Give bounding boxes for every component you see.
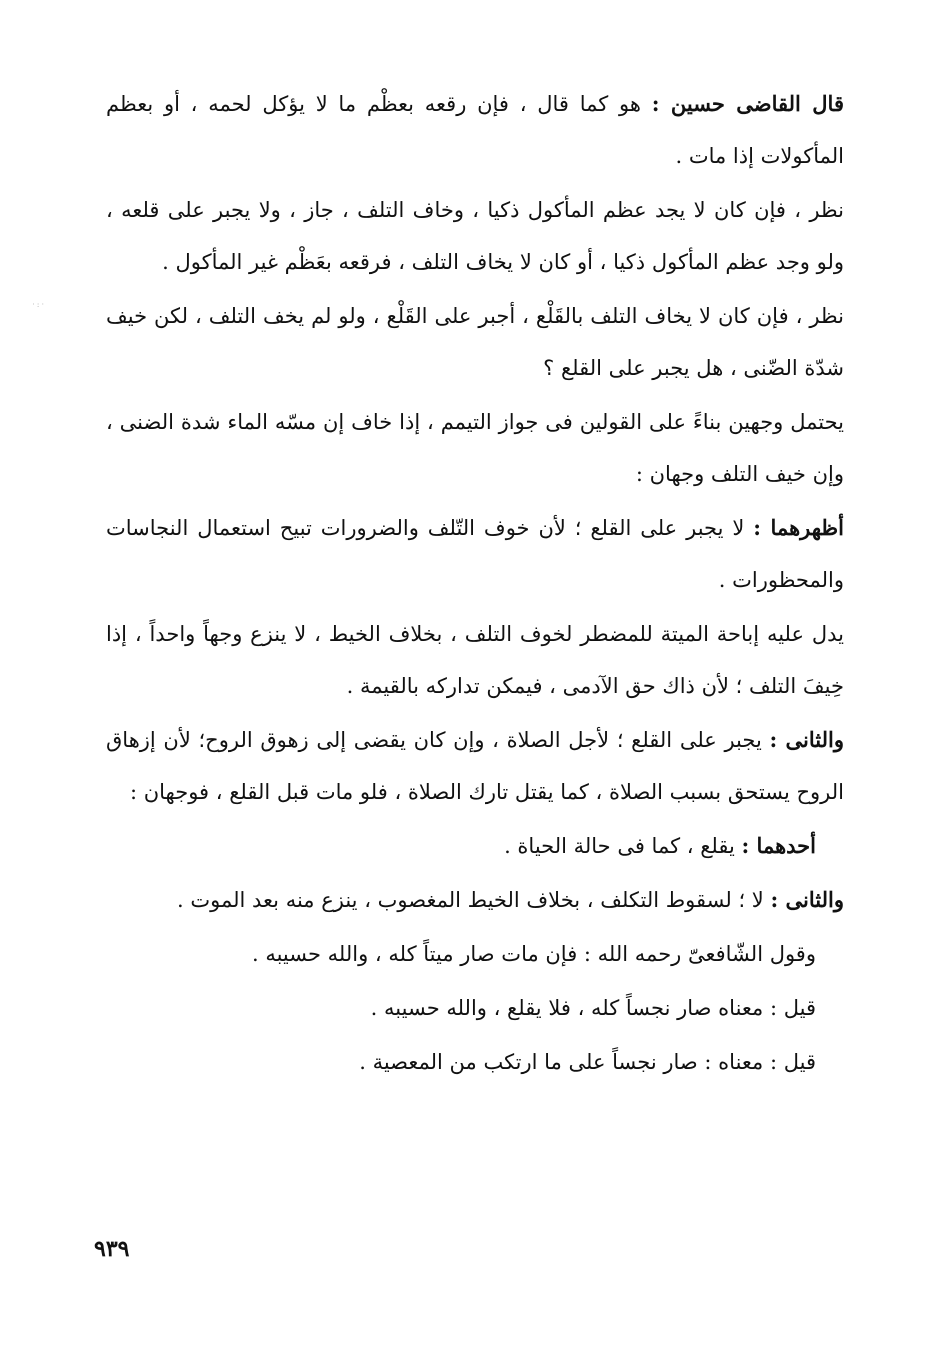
page-number: ٩٣٩ [94, 1236, 130, 1262]
paragraph-text: يحتمل وجهين بناءً على القولين فى جواز التيمم ، إذا خاف إن مسّه الماء شدة الضنى ، وإن خيف التلف وجهان : [106, 410, 844, 486]
paragraph-text: نظر ، فإن كان لا يخاف التلف بالقَلْع ، أجبر على القَلْع ، ولو لم يخف التلف ، لكن خيف شدّة الضّنى ، هل يجبر على القلع ؟ [106, 304, 844, 380]
paragraph-2 [106, 184, 844, 288]
paragraph-10 [106, 928, 844, 980]
paragraph-1 [106, 78, 844, 182]
paragraph-lead: أظهرهما : [753, 515, 844, 540]
paragraph-9 [106, 874, 844, 926]
paragraph-text: وقول الشّافعىّ رحمه الله : فإن مات صار ميتاً كله ، والله حسيبه . [251, 942, 816, 966]
paragraph-lead: قال القاضى حسين : [651, 91, 844, 116]
paragraph-11 [106, 982, 844, 1034]
paragraph-3 [106, 290, 844, 394]
paragraph-12 [106, 1036, 844, 1088]
paragraph-text: يقلع ، كما فى حالة الحياة . [504, 834, 742, 858]
paragraph-text: قيل : معناه : صار نجساً على ما ارتكب من المعصية . [359, 1050, 816, 1074]
scan-speck: ·:· [32, 300, 46, 309]
paragraph-text: لا ؛ لسقوط التكلف ، بخلاف الخيط المغصوب ، ينزع منه بعد الموت . [177, 888, 771, 912]
paragraph-text: نظر ، فإن كان لا يجد عظم المأكول ذكيا ، وخاف التلف ، جاز ، ولا يجبر على قلعه ، ولو وجد عظم المأكول ذكيا ، أو كان لا يخاف التلف ، فرقعه بعَظْم غير المأكول . [106, 198, 844, 274]
paragraph-text: يدل عليه إباحة الميتة للمضطر لخوف التلف ، بخلاف الخيط ، لا ينزع وجهاً واحداً ، إذا خِيفَ التلف ؛ لأن ذاك حق الآدمى ، فيمكن تداركه بالقيمة . [106, 622, 844, 698]
paragraph-text: يجبر على القلع ؛ لأجل الصلاة ، وإن كان يقضى إلى زهوق الروح؛ لأن إزهاق الروح يستحق بسبب الصلاة ، كما يقتل تارك الصلاة ، فلو مات قبل القلع ، فوجهان : [106, 728, 844, 804]
paragraph-text: قيل : معناه صار نجساً كله ، فلا يقلع ، والله حسيبه . [370, 996, 816, 1020]
paragraph-7 [106, 714, 844, 818]
paragraph-8 [106, 820, 844, 872]
paragraph-4 [106, 396, 844, 500]
paragraph-6 [106, 608, 844, 712]
paragraph-text: لا يجبر على القلع ؛ لأن خوف التّلف والضرورات تبيح استعمال النجاسات والمحظورات . [106, 516, 844, 592]
paragraph-lead: والثانى : [769, 727, 844, 752]
paragraph-lead: أحدهما : [741, 833, 816, 858]
paragraph-lead: والثانى : [770, 887, 844, 912]
page-body [106, 78, 844, 1090]
paragraph-5 [106, 502, 844, 606]
paragraph-text: هو كما قال ، فإن رقعه بعظْم ما لا يؤكل لحمه ، أو بعظم المأكولات إذا مات . [106, 92, 844, 168]
